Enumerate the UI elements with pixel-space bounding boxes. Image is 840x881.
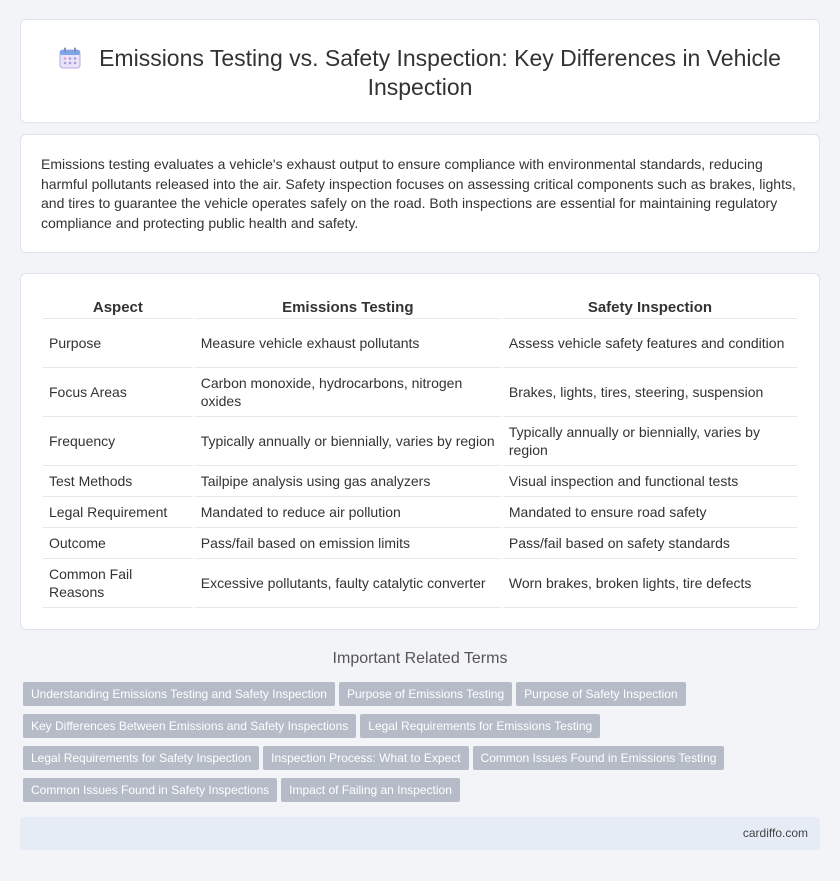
comparison-table: [41, 297, 799, 608]
cell-aspect: Focus Areas: [43, 368, 193, 417]
cell-safety: Worn brakes, broken lights, tire defects: [503, 559, 797, 608]
related-tag[interactable]: Inspection Process: What to Expect: [263, 746, 468, 770]
title-card: [20, 19, 820, 123]
cell-safety: Pass/fail based on safety standards: [503, 528, 797, 559]
related-tag[interactable]: Common Issues Found in Safety Inspections: [23, 778, 277, 802]
calendar-icon: [59, 47, 81, 69]
cell-emissions: Typically annually or biennially, varies by region: [195, 417, 501, 466]
table-row: [43, 528, 797, 559]
related-tag[interactable]: Understanding Emissions Testing and Safety Inspection: [23, 682, 335, 706]
table-row: [43, 497, 797, 528]
table-row: [43, 417, 797, 466]
cell-aspect: Test Methods: [43, 466, 193, 497]
related-tag[interactable]: Key Differences Between Emissions and Safety Inspections: [23, 714, 356, 738]
footer-site-link[interactable]: cardiffo.com: [742, 826, 808, 840]
cell-aspect: Frequency: [43, 417, 193, 466]
related-tag[interactable]: Common Issues Found in Emissions Testing: [473, 746, 725, 770]
cell-safety: Mandated to ensure road safety: [503, 497, 797, 528]
cell-safety: Typically annually or biennially, varies by region: [503, 417, 797, 466]
related-tag[interactable]: Legal Requirements for Safety Inspection: [23, 746, 259, 770]
cell-aspect: Legal Requirement: [43, 497, 193, 528]
table-row: [43, 559, 797, 608]
title-text: Emissions Testing vs. Safety Inspection: Key Differences in Vehicle Inspection: [99, 45, 781, 100]
page-title: [21, 44, 819, 102]
header-emissions: Emissions Testing: [195, 297, 501, 319]
cell-safety: Assess vehicle safety features and condition: [503, 319, 797, 368]
table-row: [43, 319, 797, 368]
intro-paragraph: Emissions testing evaluates a vehicle's exhaust output to ensure compliance with environmental standards, reducing harmful pollutants released into the air. Safety inspection focuses on assessing critical components such as brakes, lights, and tires to guarantee the vehicle operates safely on the road. Both inspections are essential for maintaining regulatory compliance and protecting public health and safety.: [41, 156, 796, 231]
cell-aspect: Outcome: [43, 528, 193, 559]
cell-emissions: Excessive pollutants, faulty catalytic converter: [195, 559, 501, 608]
related-tag[interactable]: Purpose of Safety Inspection: [516, 682, 685, 706]
cell-safety: Brakes, lights, tires, steering, suspension: [503, 368, 797, 417]
cell-emissions: Measure vehicle exhaust pollutants: [195, 319, 501, 368]
intro-card: [20, 134, 820, 253]
cell-emissions: Pass/fail based on emission limits: [195, 528, 501, 559]
related-tag[interactable]: Legal Requirements for Emissions Testing: [360, 714, 600, 738]
cell-emissions: Tailpipe analysis using gas analyzers: [195, 466, 501, 497]
cell-emissions: Mandated to reduce air pollution: [195, 497, 501, 528]
related-terms-heading: Important Related Terms: [332, 650, 508, 667]
table-row: [43, 466, 797, 497]
footer: [20, 817, 820, 850]
header-aspect: Aspect: [43, 297, 193, 319]
comparison-card: [20, 273, 820, 630]
table-row: [43, 368, 797, 417]
cell-safety: Visual inspection and functional tests: [503, 466, 797, 497]
cell-emissions: Carbon monoxide, hydrocarbons, nitrogen oxides: [195, 368, 501, 417]
cell-aspect: Common Fail Reasons: [43, 559, 193, 608]
table-header-row: [43, 297, 797, 319]
cell-aspect: Purpose: [43, 319, 193, 368]
header-safety: Safety Inspection: [503, 297, 797, 319]
related-tag[interactable]: Impact of Failing an Inspection: [281, 778, 460, 802]
related-terms-list: [23, 682, 803, 810]
related-tag[interactable]: Purpose of Emissions Testing: [339, 682, 512, 706]
